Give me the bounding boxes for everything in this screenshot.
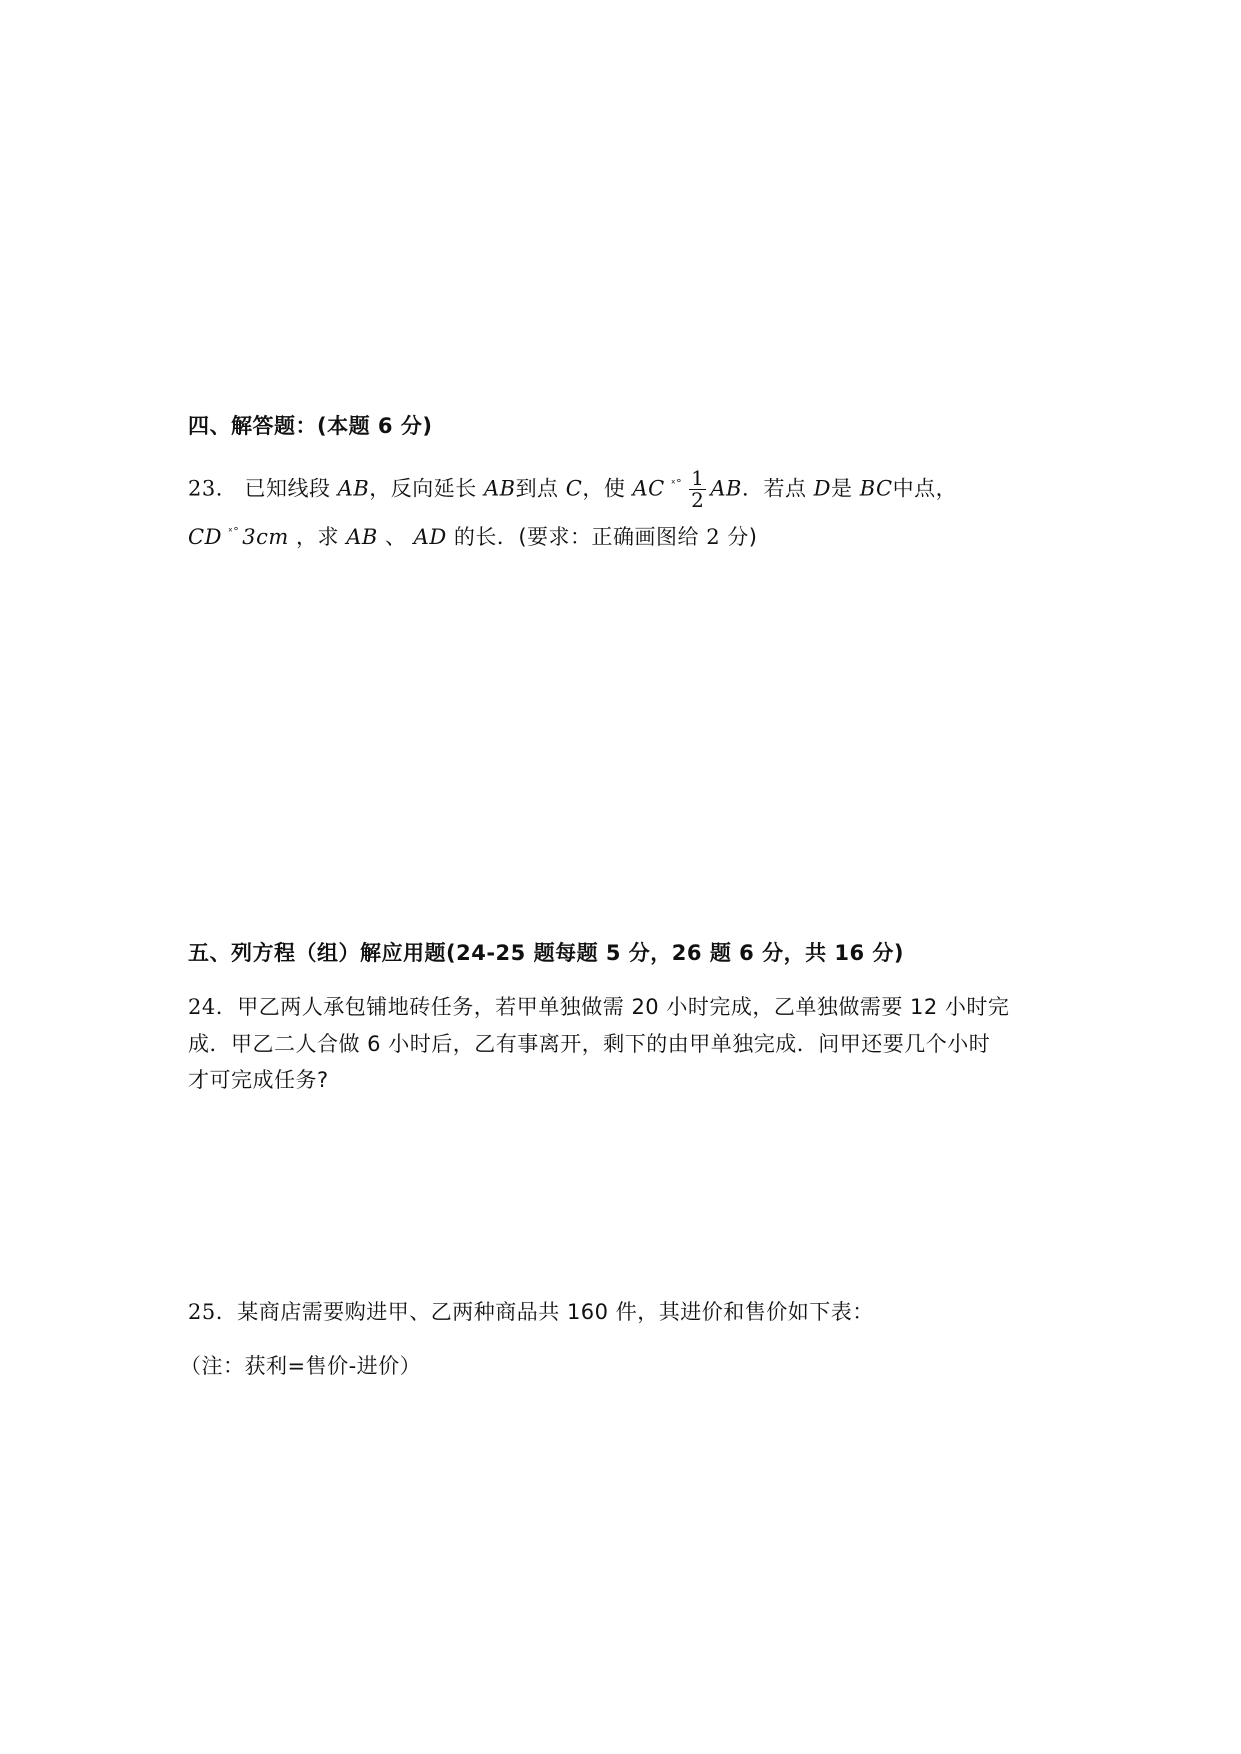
- question-25-line-1: [188, 1296, 874, 1326]
- question-25-note: （注：获利=售价-进价）: [180, 1354, 422, 1378]
- q25-text: 某商店需要购进甲、乙两种商品共 160 件，其进价和售价如下表：: [237, 1300, 874, 1324]
- question-23-line-1: [188, 468, 957, 511]
- fraction-numerator: 1: [691, 466, 705, 490]
- segment-ab: AB: [483, 476, 516, 501]
- segment-ab: AB: [710, 476, 742, 501]
- q23-text: 到点: [515, 476, 566, 501]
- q23-text: 、: [377, 525, 414, 549]
- question-number: 23.: [188, 476, 223, 501]
- q23-text: 的长．(要求：正确画图给: [446, 525, 707, 549]
- point-d: D: [813, 476, 832, 501]
- garbled-symbol: ˣ°: [670, 476, 683, 490]
- q24-text: 甲乙两人承包铺地砖任务，若甲单独做需 20 小时完成，乙单独做需要 12 小时完: [237, 995, 1010, 1019]
- garbled-symbol: ˣ°: [227, 525, 240, 538]
- question-24-line-1: [188, 991, 1009, 1021]
- point-c: C: [565, 476, 583, 501]
- q23-text: 已知线段: [244, 476, 338, 501]
- q23-text: ，反向延长: [369, 476, 484, 501]
- q23-text: ，使: [582, 476, 633, 501]
- fraction-one-half: [689, 468, 706, 511]
- question-24-line-2: 成．甲乙二人合做 6 小时后，乙有事离开，剩下的由甲单独完成．问甲还要几个小时: [188, 1032, 991, 1056]
- fraction-denominator: 2: [691, 488, 705, 512]
- q23-text: 是: [831, 476, 860, 501]
- segment-ab: AB: [337, 476, 370, 501]
- q23-text: ．若点: [741, 476, 814, 501]
- question-24-line-3: 才可完成任务?: [188, 1068, 329, 1092]
- segment-ad: AD: [413, 525, 447, 549]
- question-number: 25.: [188, 1300, 223, 1324]
- question-number: 24.: [188, 995, 223, 1019]
- segment-cd: CD: [188, 525, 222, 549]
- q23-text: ，求: [288, 525, 347, 549]
- section-heading-four: 四、解答题：(本题 6 分): [188, 414, 433, 438]
- section-heading-five: 五、列方程（组）解应用题(24-25 题每题 5 分，26 题 6 分，共 16 分): [188, 941, 905, 965]
- length-value: 3cm: [242, 525, 289, 549]
- segment-ac: AC: [632, 476, 665, 501]
- question-23-line-2: [188, 521, 757, 551]
- q23-text: 中点，: [892, 476, 958, 501]
- segment-ab: AB: [346, 525, 378, 549]
- q23-text: 分): [720, 525, 758, 549]
- score-value: 2: [706, 525, 721, 549]
- segment-bc: BC: [859, 476, 893, 501]
